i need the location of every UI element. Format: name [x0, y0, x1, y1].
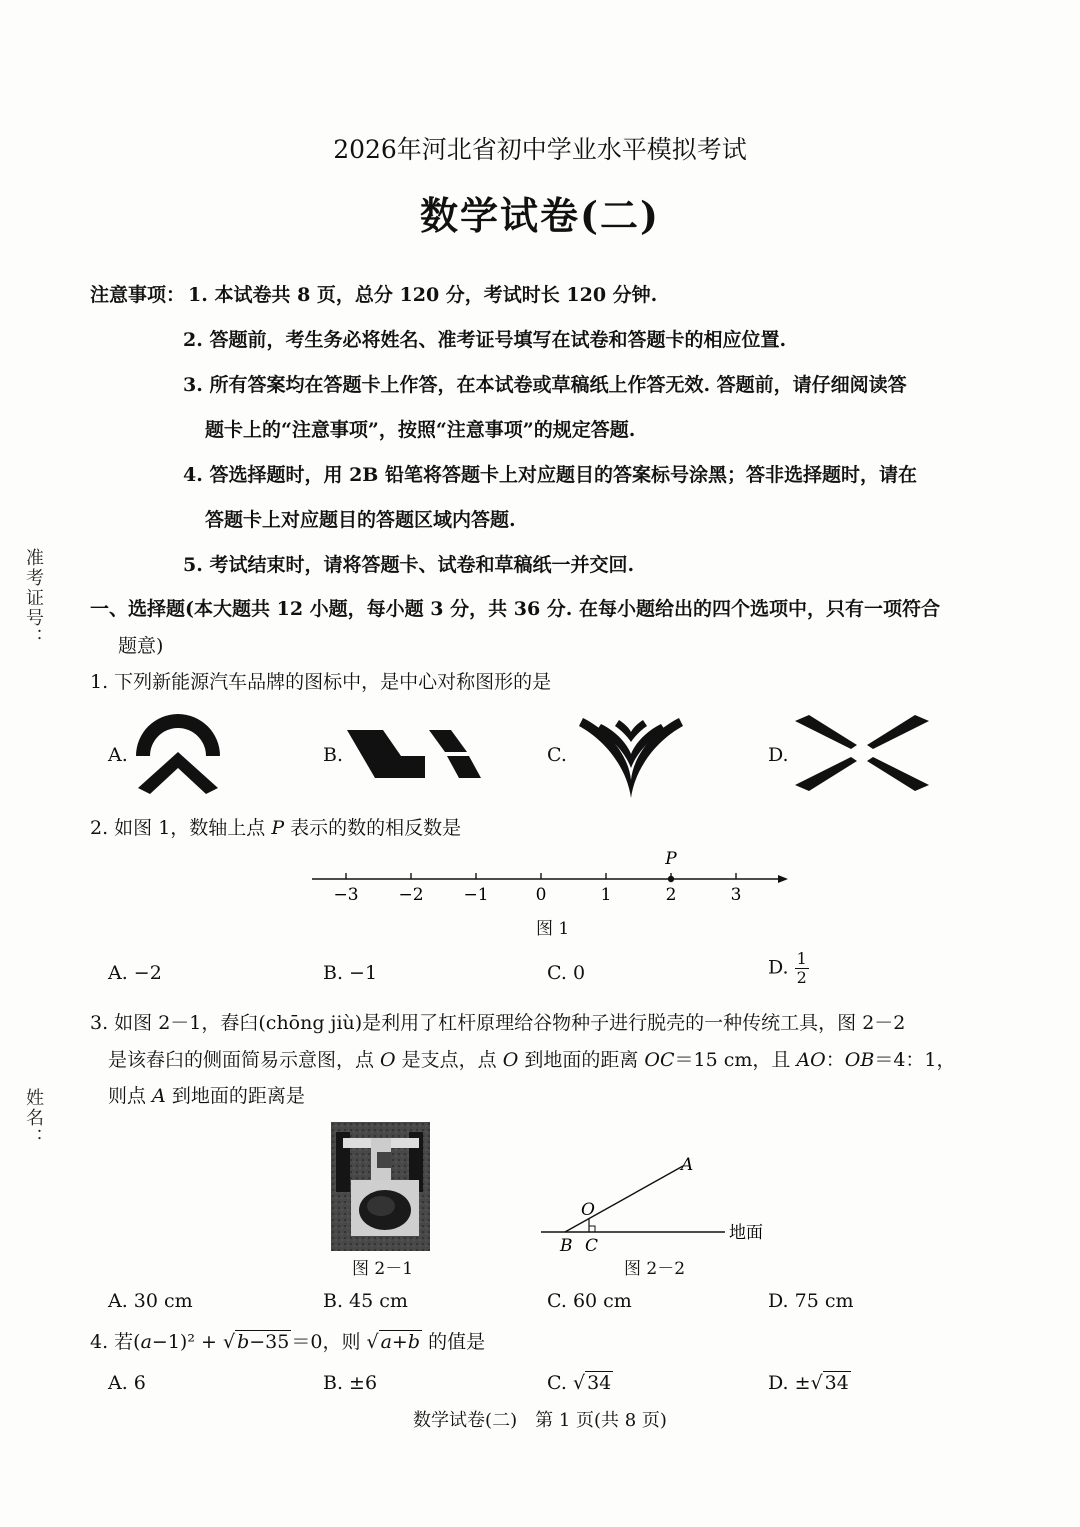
fraction-denominator: 2 [796, 968, 807, 987]
notes-item: 5. 考试结束时，请将答题卡、试卷和草稿纸一并交回. [183, 554, 635, 576]
q2-stem-post: 表示的数的相反数是 [284, 817, 462, 839]
q3-option-c: C. 60 cm [547, 1290, 632, 1312]
q4-radicand-2 [379, 1330, 422, 1353]
q3-text: ： [825, 1049, 845, 1071]
q1-option-d-label: D. [768, 744, 789, 766]
logo-option-b-icon [345, 726, 485, 782]
side-label-name: 姓名： [23, 1088, 44, 1148]
axis-tick-label: 3 [730, 885, 742, 905]
q4-var-a: a [140, 1331, 152, 1353]
label-c: C [585, 1236, 599, 1256]
notes-item: 题卡上的“注意事项”，按照“注意事项”的规定答题. [205, 419, 636, 441]
q4-option-d-radicand: 34 [824, 1372, 849, 1394]
label-ground: 地面 [729, 1223, 763, 1243]
q2-option-d [768, 950, 809, 987]
fraction-numerator: 1 [796, 949, 807, 968]
question-2-stem [90, 816, 461, 840]
section-heading: 一、选择题(本大题共 12 小题，每小题 3 分，共 36 分. 在每小题给出的四个选项中，只有一项符合 [90, 598, 941, 620]
q4-radicand-1 [235, 1330, 291, 1353]
q4-text: −35 [249, 1331, 290, 1353]
q3-option-b: B. 45 cm [323, 1290, 408, 1312]
label-b: B [560, 1236, 573, 1256]
q3-var-a: A [152, 1085, 166, 1107]
logo-option-c-icon [575, 710, 687, 802]
q3-text: 是该舂臼的侧面简易示意图，点 [108, 1049, 381, 1071]
notes-item: 3. 所有答案均在答题卡上作答，在本试卷或草稿纸上作答无效. 答题前，请仔细阅读答 [183, 374, 907, 396]
q4-text: −1)² + √ [151, 1331, 236, 1353]
q3-text: ＝15 cm，且 [674, 1049, 797, 1071]
axis-tick-label: 2 [665, 885, 677, 905]
q1-option-c-label: C. [547, 744, 567, 766]
q3-text: 到地面的距离 [518, 1049, 645, 1071]
q4-option-c-radicand: 34 [587, 1372, 612, 1394]
q3-option-d: D. 75 cm [768, 1290, 854, 1312]
notes-item: 1. 本试卷共 8 页，总分 120 分，考试时长 120 分钟. [188, 284, 658, 306]
q3-text: 是支点，点 [395, 1049, 503, 1071]
point-p-label: P [665, 849, 677, 869]
q3-text: 则点 [108, 1085, 153, 1107]
q3-text: 到地面的距离是 [165, 1085, 305, 1107]
figure-1-caption: 图 1 [536, 919, 570, 939]
q2-option-a: A. −2 [108, 962, 162, 984]
question-3-line3 [108, 1084, 305, 1108]
q4-option-b: B. ±6 [323, 1372, 378, 1394]
question-3-line1: 3. 如图 2－1，舂臼(chōng jiù)是利用了杠杆原理给谷物种子进行脱壳的一种传统工具，图 2－2 [90, 1012, 906, 1034]
q4-text: ＝0，则 √ [291, 1331, 379, 1353]
axis-tick-label: −1 [463, 885, 489, 905]
q1-option-a-label: A. [108, 744, 128, 766]
q4-option-c: C. √ 34 [547, 1372, 612, 1394]
q3-option-a: A. 30 cm [108, 1290, 193, 1312]
q2-stem-pre: 2. 如图 1，数轴上点 [90, 817, 272, 839]
q4-var-b: b [237, 1331, 250, 1353]
notes-item: 4. 答选择题时，用 2B 铅笔将答题卡上对应题目的答案标号涂黑；答非选择题时，请在 [183, 464, 917, 486]
q4-option-d: D. ±√ 34 [768, 1372, 849, 1394]
right-angle-mark [589, 1226, 595, 1232]
q4-var-ab: a+b [380, 1331, 421, 1353]
q3-text: ＝4：1， [874, 1049, 956, 1071]
q2-option-d-label: D. [768, 956, 789, 979]
question-3-line2 [108, 1048, 956, 1072]
q4-option-a: A. 6 [108, 1372, 146, 1394]
q2-option-d-fraction [795, 950, 809, 987]
q3-var-ob: OB [844, 1049, 875, 1071]
logo-option-a-icon [130, 710, 230, 795]
lever-diagram [535, 1150, 775, 1260]
q2-option-c: C. 0 [547, 962, 586, 984]
point-p-marker [668, 876, 674, 882]
paper-title: 数学试卷(二) [420, 193, 660, 238]
notes-item: 答题卡上对应题目的答题区域内答题. [205, 509, 516, 531]
notes-item: 2. 答题前，考生务必将姓名、准考证号填写在试卷和答题卡的相应位置. [183, 329, 787, 351]
label-o: O [581, 1200, 595, 1220]
q3-var-o: O [380, 1049, 396, 1071]
figure-2-1-caption: 图 2－1 [352, 1259, 414, 1279]
q2-option-b: B. −1 [323, 962, 378, 984]
q4-text: 4. 若( [90, 1331, 141, 1353]
side-label-id-number: 准考证号： [23, 548, 44, 648]
page-footer: 数学试卷(二) 第 1 页(共 8 页) [413, 1410, 667, 1431]
axis-tick-label: −2 [398, 885, 424, 905]
axis-tick-label: 1 [600, 885, 612, 905]
figure-2-2-caption: 图 2－2 [624, 1259, 686, 1279]
label-a: A [681, 1155, 694, 1175]
q1-option-b-label: B. [323, 744, 344, 766]
question-1-stem: 1. 下列新能源汽车品牌的图标中，是中心对称图形的是 [90, 671, 552, 693]
question-4-stem [90, 1330, 485, 1354]
q2-var-p: P [271, 817, 285, 839]
q3-var-ao: AO [796, 1049, 826, 1071]
axis-tick-label: 0 [535, 885, 547, 905]
mortar-photo [331, 1122, 430, 1251]
axis-tick-label: −3 [333, 885, 359, 905]
q4-option-c-label: C. [547, 1372, 573, 1394]
q3-var-oc: OC [644, 1049, 675, 1071]
number-line-figure [300, 845, 800, 910]
exam-title: 2026年河北省初中学业水平模拟考试 [333, 135, 747, 164]
q4-text: 的值是 [422, 1331, 486, 1353]
number-line-arrow [778, 875, 788, 883]
q4-option-d-label: D. ± [768, 1372, 811, 1394]
logo-option-d-icon [795, 715, 929, 791]
section-heading-cont: 题意) [118, 635, 164, 657]
q3-var-o: O [502, 1049, 519, 1071]
notes-label: 注意事项： [90, 284, 186, 306]
lever-bar [565, 1166, 683, 1232]
